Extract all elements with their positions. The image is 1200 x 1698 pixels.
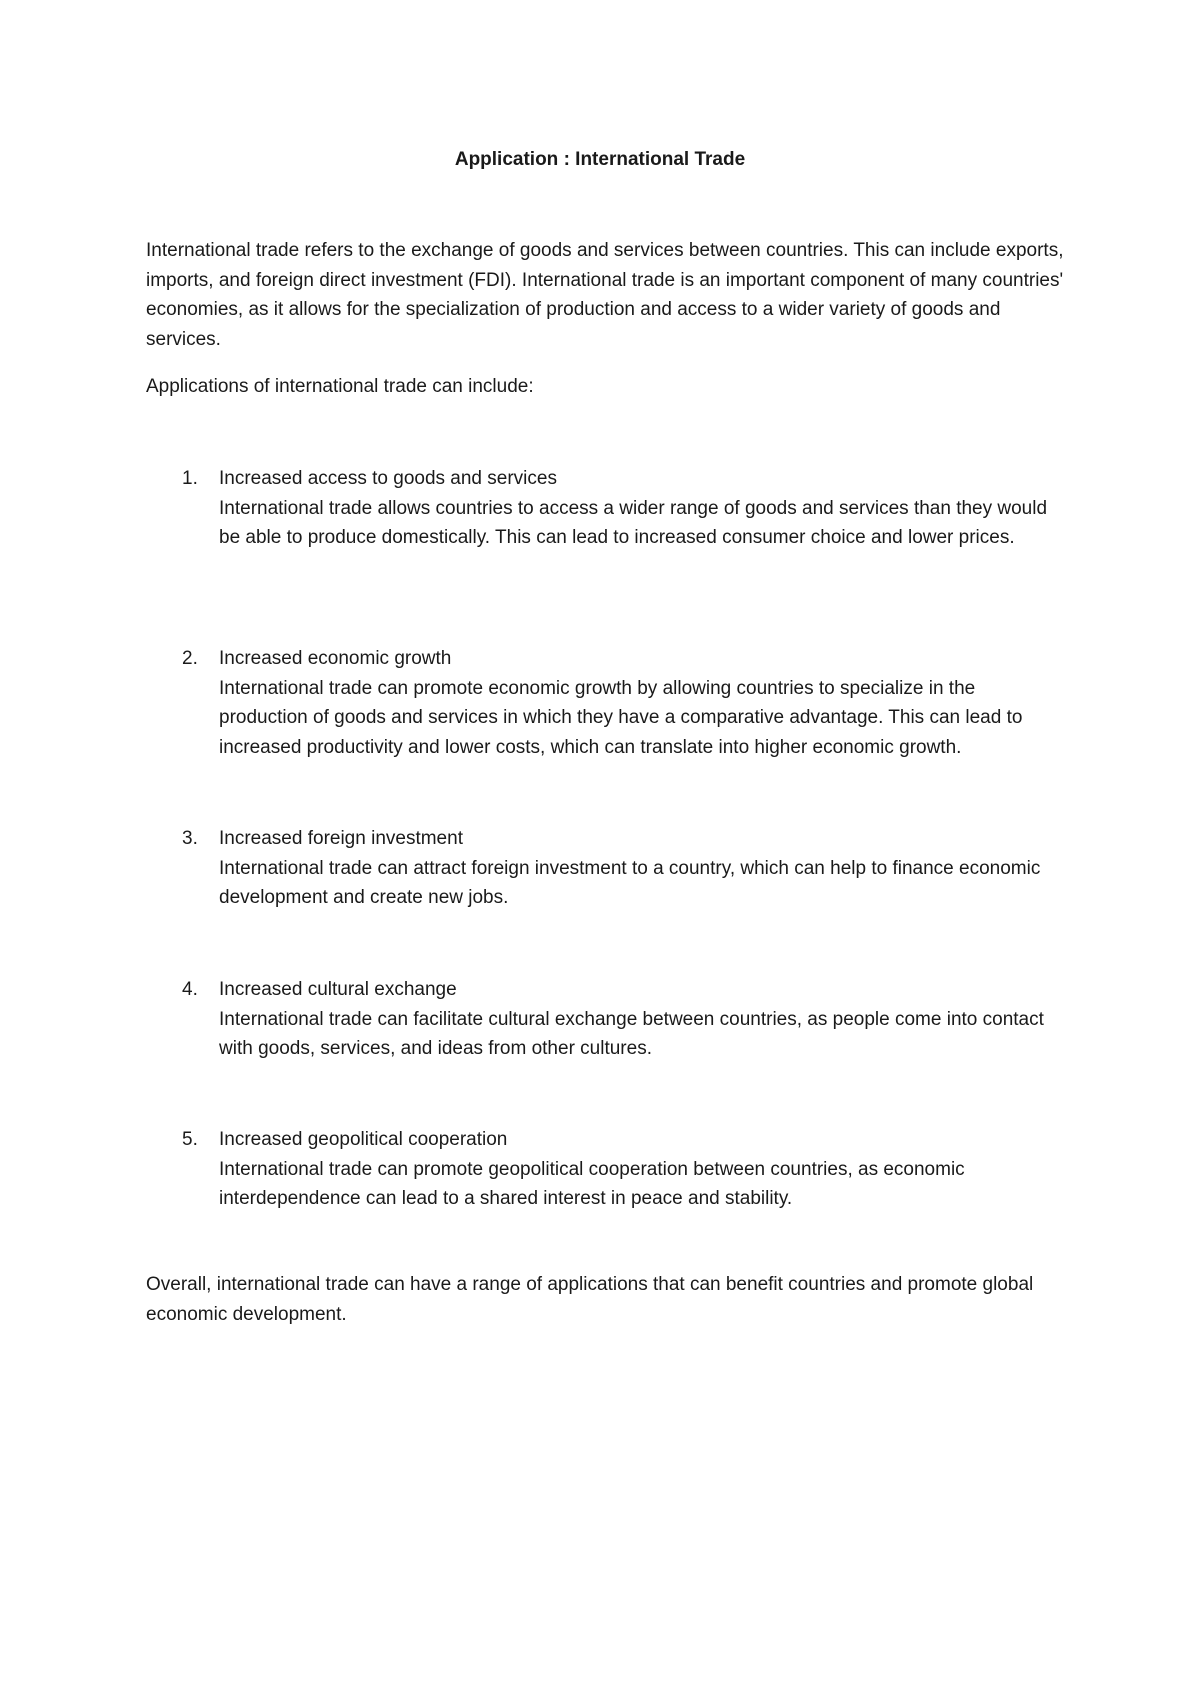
list-item-text: International trade can promote economic growth by allowing countries to specialize in the production of goods and services in which they have a comparative advantage. This can lead to increased productivity and lower costs, which can translate into higher economic growth.: [219, 677, 1023, 758]
list-item-heading: Increased access to goods and services: [219, 468, 557, 489]
list-item-heading: Increased cultural exchange: [219, 979, 457, 1000]
conclusion-paragraph: Overall, international trade can have a range of applications that can benefit countries and promote global economic development.: [146, 1274, 1034, 1325]
list-item-body: [219, 644, 1066, 762]
intro-paragraph: International trade refers to the exchange of goods and services between countries. This can include exports, imports, and foreign direct investment (FDI). International trade is an important component of many countries' economies, as it allows for the specialization of production and access to a wider variety of goods and services.: [146, 240, 1064, 350]
list-item-heading: Increased geopolitical cooperation: [219, 1129, 508, 1150]
list-lead-paragraph: Applications of international trade can include:: [146, 376, 534, 397]
list-item-heading: Increased foreign investment: [219, 828, 463, 849]
list-item-number: 4.: [182, 979, 198, 1000]
list-item-body: [219, 1125, 1066, 1214]
list-item-text: International trade allows countries to access a wider range of goods and services than they would be able to produce domestically. This can lead to increased consumer choice and lower prices.: [219, 497, 1048, 548]
list-item: [146, 644, 1066, 762]
list-item-heading: Increased economic growth: [219, 648, 452, 669]
list-item-number: 2.: [182, 648, 198, 669]
list-item: [146, 464, 1066, 553]
list-item-number: 5.: [182, 1129, 198, 1150]
list-item: [146, 1125, 1066, 1214]
list-item-number: 1.: [182, 468, 198, 489]
document-title: Application : International Trade: [454, 149, 746, 170]
list-item: [146, 824, 1066, 913]
list-item-body: [219, 824, 1066, 913]
list-item-number: 3.: [182, 828, 198, 849]
list-item: [146, 975, 1066, 1064]
list-item-text: International trade can facilitate cultural exchange between countries, as people come into contact with goods, services, and ideas from other cultures.: [219, 1008, 1044, 1059]
list-item-text: International trade can attract foreign investment to a country, which can help to finance economic development and create new jobs.: [219, 857, 1041, 908]
list-item-text: International trade can promote geopolitical cooperation between countries, as economic interdependence can lead to a shared interest in peace and stability.: [219, 1158, 965, 1209]
list-item-body: [219, 975, 1066, 1064]
list-item-body: [219, 464, 1066, 553]
